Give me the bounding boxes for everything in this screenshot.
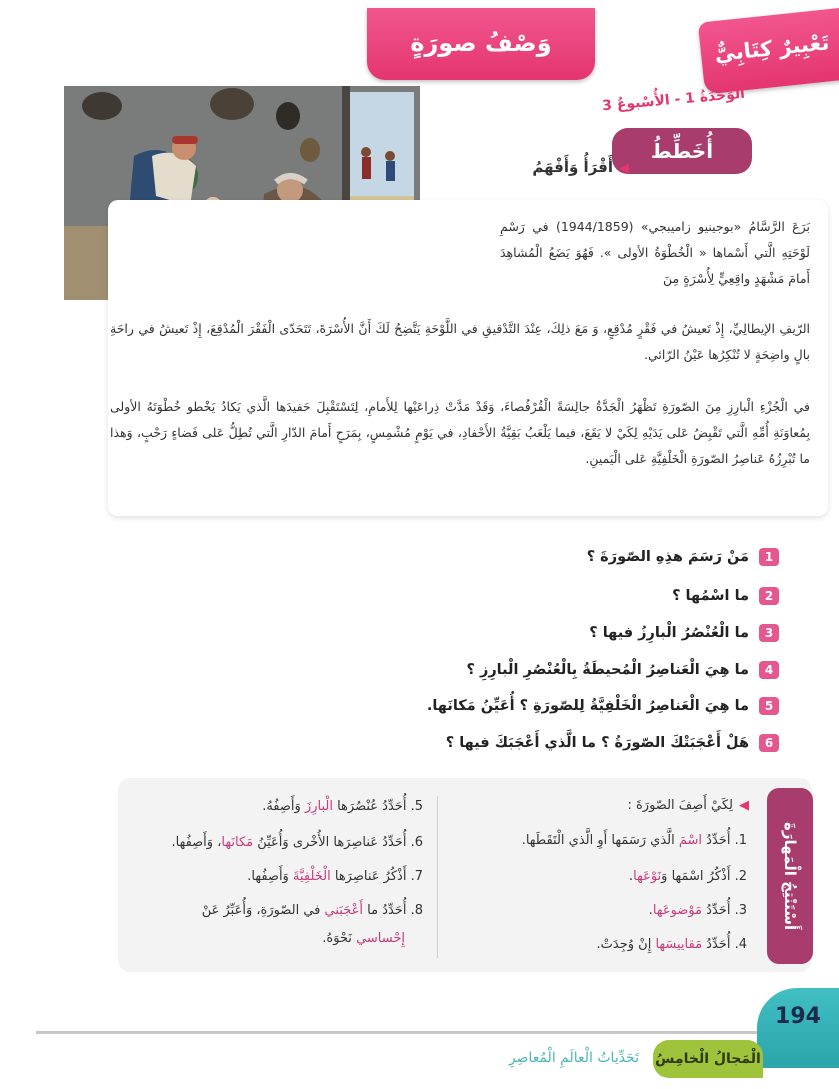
skill-step-1 (417, 830, 747, 852)
plan-badge: أُخَطِّطُ (612, 128, 752, 174)
reading-passage-card (108, 200, 828, 516)
question-text: ما اسْمُها ؟ (672, 588, 749, 604)
step-highlight: مَقاييسَها (655, 937, 703, 952)
step-highlight: الْبارِزَ (304, 799, 333, 814)
question-number: 1 (759, 548, 779, 566)
question-number: 2 (759, 587, 779, 605)
step-highlight: الْخَلْفِيَّةَ (292, 869, 331, 884)
step-text: أُحَدِّدُ عَناصِرَها الأُخْرى وَأُعَيِّنُ (253, 835, 407, 850)
step-text: أُحَدِّدُ (702, 903, 731, 918)
skill-intro-text: لِكَيْ أَصِفَ الصّورَةَ : (627, 798, 733, 813)
skill-step-3 (417, 900, 747, 922)
step-text: أَذْكُرُ اسْمَها وَ (661, 869, 731, 884)
page-number: 194 (757, 988, 839, 1068)
question-number: 3 (759, 624, 779, 642)
step-text: . (648, 903, 653, 918)
question-6 (446, 734, 779, 752)
step-text: أُحَدِّدُ (702, 833, 731, 848)
step-text: أُحَدِّدُ ما (362, 903, 407, 918)
step-text: وَأَصِفُهُ. (262, 799, 305, 814)
step-highlight: نَوْعَها (633, 869, 662, 884)
skill-step-5 (123, 796, 423, 818)
skill-step-8-continued (125, 928, 405, 950)
read-and-understand-heading (532, 158, 629, 176)
step-text: نَحْوَهُ. (322, 931, 357, 946)
step-number: 5. (410, 799, 423, 814)
question-text: مَنْ رَسَمَ هذِهِ الصّورَةَ ؟ (586, 549, 749, 565)
step-text: أُحَدِّدُ (702, 937, 731, 952)
step-highlight: أَعْجَبَني (324, 903, 363, 918)
question-text: ما هِيَ الْعَناصِرُ الْمُحيطَةُ بِالْعُنْصُرِ الْبارِزِ ؟ (466, 662, 749, 678)
step-number: 4. (734, 937, 747, 952)
skill-step-2 (417, 866, 747, 888)
step-text: في الصّورَةِ، وَأُعَبِّرُ عَنْ (201, 903, 325, 918)
question-3 (589, 624, 779, 642)
triangle-icon: ◀ (739, 798, 749, 813)
step-text: ، وَأَصِفُها. (171, 835, 222, 850)
step-text: . (628, 869, 634, 884)
question-text: ما الْعُنْصُرُ الْبارِزُ فيها ؟ (589, 625, 749, 641)
question-5 (427, 697, 779, 715)
step-number: 8. (410, 903, 423, 918)
field-badge: الْمَجالُ الْخامِسُ (653, 1040, 763, 1078)
skill-step-6 (123, 832, 423, 854)
step-number: 7. (410, 869, 423, 884)
skill-step-7 (123, 866, 423, 888)
step-text: الَّذي رَسَمَها أَوِ الَّذي الْتَقَطَها. (521, 833, 679, 848)
question-text: هَلْ أَعْجَبَتْكَ الصّورَةُ ؟ ما الَّذي أَعْجَبَكَ فيها ؟ (445, 735, 749, 751)
question-2 (672, 587, 779, 605)
step-text: إِنْ وُجِدَتْ. (596, 937, 656, 952)
step-highlight: مَكانَها (221, 835, 254, 850)
passage-paragraph-2: الرّيفِ الإيطالِيِّ، إِذْ تَعيشُ في فَقْرٍ مُدْقِعٍ، وَ مَعَ ذلِكَ، عِنْدَ التَّدْقيقِ في اللَّوْحَةِ يَتَّضِحُ لَكَ أَنَّ الأُسْرَةَ، تَتَحَدّى الْفَقْرَ الْمُدْقِعَ، إِذْ تَعيشُ في راحَةِ بالٍ واضِحَةٍ لا تُنْكِرُها عَيْنُ الرّائي. (110, 321, 810, 362)
section-tab: تَعْبِيرٌ كِتَابِيٌّ (698, 8, 839, 94)
passage-paragraph-1: بَرَعَ الرَّسَّامُ «بوجينيو زاميبجي» (1944/1859) في رَسْمِ لَوْحَتِهِ الَّتي أَسْماها « الْخُطْوَةُ الأولى ». فَهُوَ يَضَعُ الْمُشاهِدَ أَمامَ مَشْهَدٍ واقِعِيٍّ لِأُسْرَةٍ مِنَ (500, 219, 810, 286)
question-number: 5 (759, 697, 779, 715)
step-highlight: اسْمَ (678, 833, 703, 848)
triangle-icon: ◀ (619, 161, 629, 176)
step-text: وَأَصِفُها. (247, 869, 293, 884)
skill-step-4 (417, 934, 747, 956)
week-label: الوَحْدَةُ 1 - الأُسْبوعُ 3 (601, 85, 746, 115)
step-number: 3. (734, 903, 747, 918)
step-text: أَذْكُرُ عَناصِرَها (330, 869, 407, 884)
question-text: ما هِيَ الْعَناصِرُ الْخَلْفِيَّةُ لِلصّورَةِ ؟ أُعَيِّنُ مَكانَها. (426, 698, 749, 714)
step-highlight: مَوْضوعَها (652, 903, 703, 918)
step-number: 6. (410, 835, 423, 850)
question-4 (467, 661, 779, 679)
lesson-title: وَصْفُ صورَةٍ (367, 8, 595, 80)
skill-tab: أَسْتَنْتِجُ الْمَهارَةَ (767, 788, 813, 964)
question-number: 6 (759, 734, 779, 752)
skill-intro (627, 798, 749, 813)
step-highlight: إِحْساسي (356, 931, 405, 946)
field-subtitle: تَحَدِّياتُ الْعالَمِ الْمُعاصِرِ (508, 1050, 639, 1066)
step-text: أُحَدِّدُ عُنْصُرَها (332, 799, 407, 814)
step-number: 2. (734, 869, 747, 884)
footer-divider (36, 1031, 816, 1034)
passage-paragraph-3: في الْجُزْءِ الْبارِزِ مِنَ الصّورَةِ تَظْهَرُ الْجَدَّةُ جالِسَةً الْقُرْفُصاءَ، وَقَدْ مَدَّتْ ذِراعَيْها لِلأَمامِ، لِتَسْتَقْبِلَ حَفيدَها الَّذي يَكادُ يَخْطو خُطْوَتَهُ الأولى بِمُعاوَنَةِ أُمِّهِ الَّتي تَقْبِضُ عَلى يَدَيْهِ لِكَيْ لا يَقَعَ، فيما يَلْعَبُ بَقِيَّةُ الأَحْفادِ، في يَوْمٍ مُشْمِسٍ، بِمَرَحٍ أَمامَ الدّارِ الَّتي تُطِلُّ عَلى فَضاءٍ رَحْبٍ، وَهذا ما تُبْرِزُهُ عَناصِرُ الصّورَةِ الْخَلْفِيَّةِ عَلى الْيَمينِ. (110, 399, 810, 466)
skill-step-8 (123, 900, 423, 922)
question-number: 4 (759, 661, 779, 679)
step-number: 1. (734, 833, 747, 848)
read-heading-text: أَقْرَأُ وَأَفْهَمُ (532, 158, 613, 176)
question-1 (587, 548, 779, 566)
